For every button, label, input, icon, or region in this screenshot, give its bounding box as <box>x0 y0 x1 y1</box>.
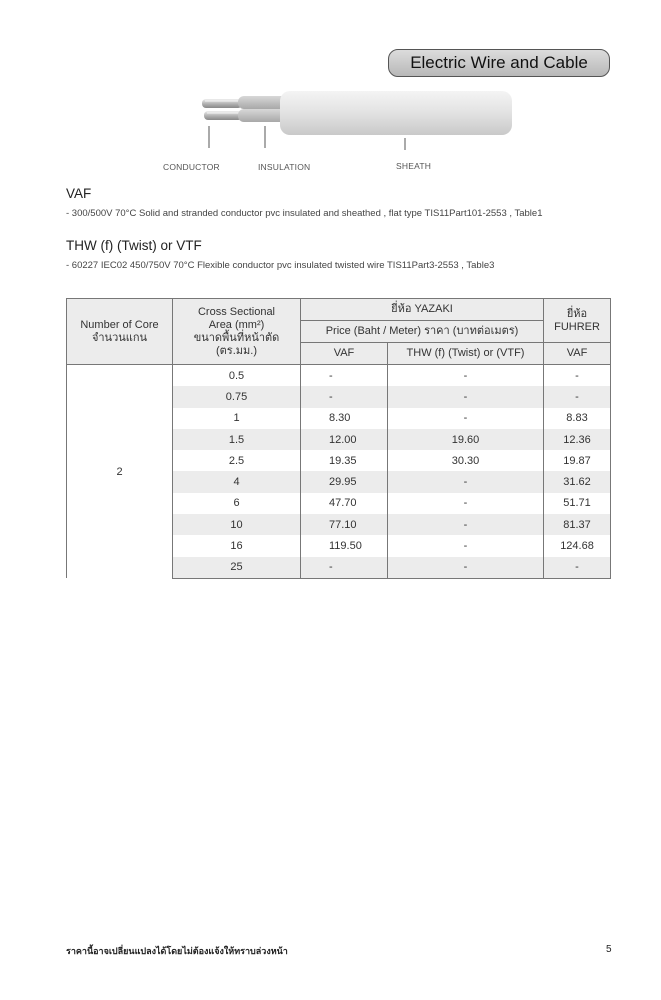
vaf-price-cell: - <box>301 386 388 407</box>
vaf-price-cell: 119.50 <box>301 535 388 556</box>
header-area-th: ขนาดพื้นที่หน้าตัด (ตร.มม.) <box>193 331 280 357</box>
header-area-line2: Area (mm²) <box>208 318 265 331</box>
fuhrer-price-cell: 19.87 <box>544 450 611 471</box>
conductor-strands <box>202 99 242 120</box>
thw-price-cell: - <box>388 408 544 429</box>
vaf-price-cell: 12.00 <box>301 429 388 450</box>
page-number: 5 <box>606 944 612 955</box>
header-price: Price (Baht / Meter) ราคา (บาทต่อเมตร) <box>301 321 544 343</box>
vaf-price-cell: 19.35 <box>301 450 388 471</box>
section-heading-vaf: VAF <box>66 186 92 201</box>
vaf-price-cell: 77.10 <box>301 514 388 535</box>
conductor-label: CONDUCTOR <box>163 162 220 172</box>
fuhrer-price-cell: - <box>544 386 611 407</box>
area-cell: 25 <box>173 557 301 579</box>
header-core-th: จำนวนแกน <box>91 331 148 344</box>
table-row <box>67 365 611 387</box>
thw-price-cell: - <box>388 386 544 407</box>
fuhrer-price-cell: 81.37 <box>544 514 611 535</box>
fuhrer-price-cell: 8.83 <box>544 408 611 429</box>
header-vaf: VAF <box>301 343 388 365</box>
header-fuhrer-vaf: VAF <box>544 343 611 365</box>
vaf-price-cell: 29.95 <box>301 471 388 492</box>
thw-price-cell: 30.30 <box>388 450 544 471</box>
vaf-price-cell: 47.70 <box>301 493 388 514</box>
fuhrer-price-cell: - <box>544 557 611 579</box>
vaf-price-cell: 8.30 <box>301 408 388 429</box>
vaf-price-cell: - <box>301 557 388 579</box>
sheath-label: SHEATH <box>396 161 432 171</box>
area-cell: 0.5 <box>173 365 301 387</box>
area-cell: 6 <box>173 493 301 514</box>
sheath-layer <box>280 91 512 135</box>
fuhrer-price-cell: 51.71 <box>544 493 611 514</box>
header-area-line1: Cross Sectional <box>197 305 276 318</box>
section-spec-vaf: - 300/500V 70°C Solid and stranded conductor pvc insulated and sheathed , flat type TIS11Part101-2553 , Table1 <box>66 208 543 219</box>
thw-price-cell: 19.60 <box>388 429 544 450</box>
area-cell: 2.5 <box>173 450 301 471</box>
header-core-en: Number of Core <box>80 318 159 331</box>
section-heading-thw: THW (f) (Twist) or VTF <box>66 238 202 253</box>
area-cell: 4 <box>173 471 301 492</box>
header-fuhrer-brand <box>544 299 611 343</box>
core-count-cell: 2 <box>67 365 173 579</box>
header-fuhrer-en: FUHRER <box>554 320 600 333</box>
thw-price-cell: - <box>388 535 544 556</box>
fuhrer-price-cell: 31.62 <box>544 471 611 492</box>
price-table-body <box>67 365 611 579</box>
insulation-label: INSULATION <box>258 162 311 172</box>
section-spec-thw: - 60227 IEC02 450/750V 70°C Flexible conductor pvc insulated twisted wire TIS11Part3-2553 , Table3 <box>66 260 495 271</box>
header-number-of-core <box>67 299 173 365</box>
area-cell: 1.5 <box>173 429 301 450</box>
vaf-price-cell: - <box>301 365 388 387</box>
price-disclaimer: ราคานี้อาจเปลี่ยนแปลงได้โดยไม่ต้องแจ้งให้ทราบล่วงหน้า <box>66 947 288 957</box>
thw-price-cell: - <box>388 493 544 514</box>
thw-price-cell: - <box>388 514 544 535</box>
fuhrer-price-cell: - <box>544 365 611 387</box>
area-cell: 1 <box>173 408 301 429</box>
section-title: Electric Wire and Cable <box>410 53 588 72</box>
area-cell: 0.75 <box>173 386 301 407</box>
header-thw: THW (f) (Twist) or (VTF) <box>388 343 544 365</box>
header-fuhrer-th: ยี่ห้อ <box>566 307 588 320</box>
area-cell: 10 <box>173 514 301 535</box>
thw-price-cell: - <box>388 557 544 579</box>
fuhrer-price-cell: 12.36 <box>544 429 611 450</box>
header-yazaki-brand: ยี่ห้อ YAZAKI <box>301 299 544 321</box>
fuhrer-price-cell: 124.68 <box>544 535 611 556</box>
thw-price-cell: - <box>388 365 544 387</box>
price-table <box>66 298 611 579</box>
header-cross-sectional-area <box>173 299 301 365</box>
thw-price-cell: - <box>388 471 544 492</box>
section-title-badge <box>388 49 610 77</box>
area-cell: 16 <box>173 535 301 556</box>
